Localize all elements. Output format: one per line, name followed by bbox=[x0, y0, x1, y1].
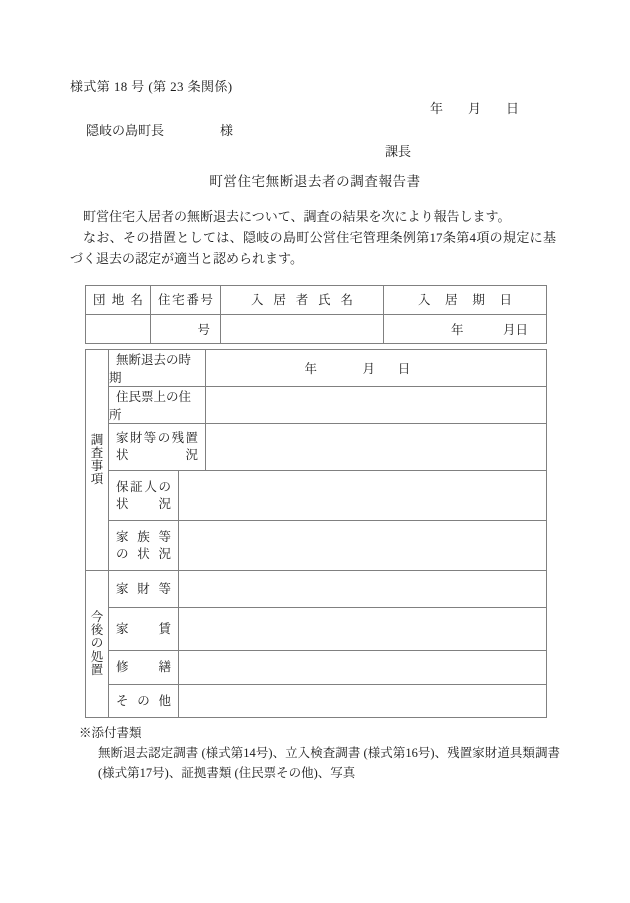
input-disposition-other[interactable] bbox=[179, 685, 547, 718]
reporter-title: 課長 bbox=[385, 144, 412, 159]
table-row-family-status bbox=[86, 521, 547, 571]
table-row-guarantor-status bbox=[86, 471, 547, 521]
house-number-unit: 号 bbox=[197, 323, 210, 337]
body-paragraph-1: 町営住宅入居者の無断退去について、調査の結果を次により報告します。 bbox=[83, 209, 511, 224]
row-label-disposition-other: その他 bbox=[109, 685, 179, 718]
input-house-number[interactable] bbox=[151, 315, 221, 344]
input-disposition-property[interactable] bbox=[179, 571, 547, 608]
row-label-disposition-property: 家財等 bbox=[109, 571, 179, 608]
row-label-residence-card-address: 住民票上の住所 bbox=[109, 387, 206, 424]
input-left-property-status[interactable] bbox=[206, 424, 547, 471]
row-label-family-status: 家族等 の状況 bbox=[109, 521, 179, 571]
table-row bbox=[86, 286, 547, 315]
move-out-year-label: 年 bbox=[304, 362, 317, 376]
group-label-future-disposition-text: 今 後 の 処 置 bbox=[90, 610, 104, 677]
input-residence-card-address[interactable] bbox=[206, 387, 547, 424]
header-year-label: 年 bbox=[430, 101, 444, 116]
move-in-day-label: 日 bbox=[515, 323, 528, 337]
header-cell-resident-name: 入居者氏名 bbox=[221, 286, 384, 315]
resident-info-table bbox=[85, 285, 547, 344]
row-label-unauthorized-move-out-date: 無断退去の時期 bbox=[109, 350, 206, 387]
page-title: 町営住宅無断退去者の調査報告書 bbox=[209, 174, 421, 189]
header-date-line bbox=[430, 98, 519, 117]
input-disposition-rent[interactable] bbox=[179, 608, 547, 651]
move-in-year-label: 年 bbox=[450, 323, 464, 337]
header-day-label: 日 bbox=[506, 101, 520, 116]
table-row bbox=[86, 315, 547, 344]
move-in-month-label: 月 bbox=[502, 323, 516, 337]
header-month-label: 月 bbox=[468, 101, 482, 116]
body-paragraph-2: なお、その措置としては、隠岐の島町公営住宅管理条例第17条第4項の規定に基づく退去の認定が適当と認められます。 bbox=[70, 230, 556, 266]
move-out-day-label: 日 bbox=[397, 362, 411, 376]
row-label-guarantor-status: 保証人の 状況 bbox=[109, 471, 179, 521]
move-out-date-markers bbox=[206, 359, 546, 377]
addressee-name: 隠岐の島町長 bbox=[86, 123, 165, 138]
header-cell-house-number: 住宅番号 bbox=[151, 286, 221, 315]
attachment-notes-body: 無断退去認定調書 (様式第14号)、立入検査調書 (様式第16号)、残置家財道具類調書 (様式第17号)、証拠書類 (住民票その他)、写真 bbox=[98, 746, 560, 780]
header-cell-danchi-name: 団地名 bbox=[86, 286, 151, 315]
row-label-disposition-rent: 家賃 bbox=[109, 608, 179, 651]
input-disposition-repair[interactable] bbox=[179, 651, 547, 685]
move-out-month-label: 月 bbox=[362, 362, 375, 376]
addressee-honorific: 様 bbox=[220, 123, 234, 138]
header-cell-move-in-date: 入居期日 bbox=[384, 286, 547, 315]
table-row-disposition-repair bbox=[86, 651, 547, 685]
table-row-disposition-property bbox=[86, 571, 547, 608]
attachment-notes-title: ※添付書類 bbox=[79, 726, 142, 740]
row-label-left-property-status: 家財等の残置 状況 bbox=[109, 424, 206, 471]
input-move-in-date[interactable] bbox=[384, 315, 547, 344]
input-guarantor-status[interactable] bbox=[179, 471, 547, 521]
input-unauthorized-move-out-date[interactable] bbox=[206, 350, 547, 387]
table-row-disposition-other bbox=[86, 685, 547, 718]
group-label-survey-items bbox=[86, 350, 109, 571]
group-label-future-disposition bbox=[86, 571, 109, 718]
input-family-status[interactable] bbox=[179, 521, 547, 571]
survey-disposition-table bbox=[85, 349, 547, 718]
table-row-unauthorized-move-out-date bbox=[86, 350, 547, 387]
table-row-disposition-rent bbox=[86, 608, 547, 651]
input-danchi-name[interactable] bbox=[86, 315, 151, 344]
addressee-line bbox=[86, 120, 233, 139]
table-row-residence-card-address bbox=[86, 387, 547, 424]
form-number: 様式第 18 号 (第 23 条関係) bbox=[70, 79, 233, 94]
group-label-survey-items-text: 調 査 事 項 bbox=[90, 432, 104, 487]
move-in-date-markers bbox=[384, 320, 546, 338]
input-resident-name[interactable] bbox=[221, 315, 384, 344]
attachment-notes bbox=[70, 723, 570, 783]
table-row-left-property-status bbox=[86, 424, 547, 471]
row-label-disposition-repair: 修繕 bbox=[109, 651, 179, 685]
